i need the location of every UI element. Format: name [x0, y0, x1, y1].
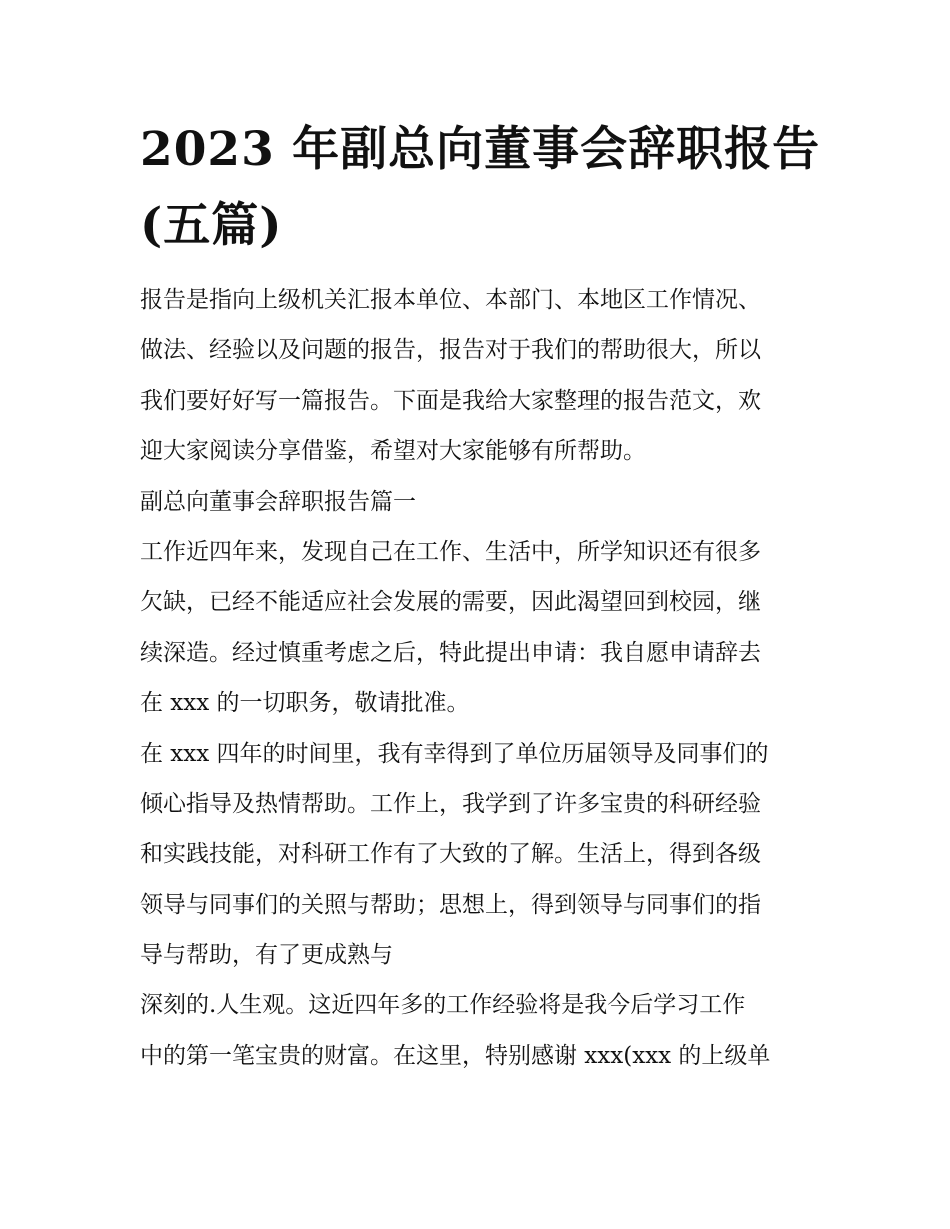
text-line: 我们要好好写一篇报告。下面是我给大家整理的报告范文，欢 — [140, 387, 761, 414]
document-body — [140, 275, 830, 1081]
text-line: 迎大家阅读分享借鉴，希望对大家能够有所帮助。 — [140, 438, 646, 465]
text-line: 深刻的.人生观。这近四年多的工作经验将是我今后学习工作 — [140, 992, 746, 1019]
text-line: 工作近四年来，发现自己在工作、生活中，所学知识还有很多 — [140, 538, 761, 565]
text-line: 和实践技能，对科研工作有了大致的了解。生活上，得到各级 — [140, 841, 761, 868]
section-heading: 副总向董事会辞职报告篇一 — [140, 488, 416, 515]
document-title — [140, 112, 830, 264]
text-line: 在 xxx 四年的时间里，我有幸得到了单位历届领导及同事们的 — [140, 740, 769, 767]
text-line: 倾心指导及热情帮助。工作上，我学到了许多宝贵的科研经验 — [140, 790, 761, 817]
text-line: 导与帮助，有了更成熟与 — [140, 942, 393, 969]
text-line: 在 xxx 的一切职务，敬请批准。 — [140, 690, 470, 717]
text-line: 续深造。经过慎重考虑之后，特此提出申请：我自愿申请辞去 — [140, 639, 761, 666]
text-line: 领导与同事们的关照与帮助；思想上，得到领导与同事们的指 — [140, 891, 761, 918]
title-line: (五篇) — [140, 198, 283, 253]
text-line: 欠缺，已经不能适应社会发展的需要，因此渴望回到校园，继 — [140, 589, 761, 616]
title-line: 2023 年副总向董事会辞职报告 — [140, 122, 821, 177]
text-line: 做法、经验以及问题的报告，报告对于我们的帮助很大，所以 — [140, 337, 761, 364]
text-line: 中的第一笔宝贵的财富。在这里，特别感谢 xxx(xxx 的上级单 — [140, 1042, 771, 1069]
text-line: 报告是指向上级机关汇报本单位、本部门、本地区工作情况、 — [140, 287, 761, 313]
